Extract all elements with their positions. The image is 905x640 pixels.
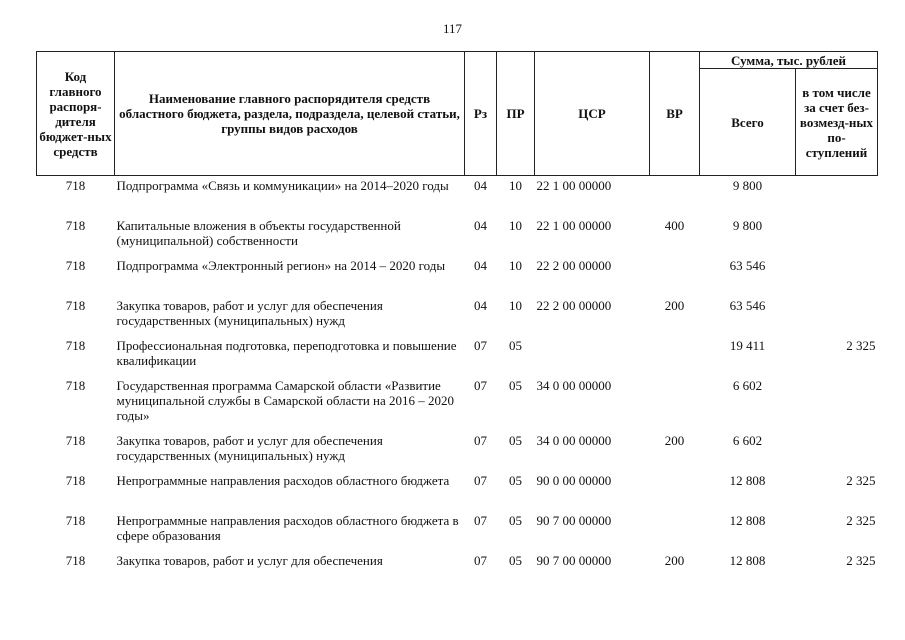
cell-csr bbox=[535, 338, 650, 378]
cell-grants bbox=[796, 258, 878, 298]
cell-vr bbox=[650, 258, 700, 298]
header-vr: ВР bbox=[650, 52, 700, 176]
cell-total: 9 800 bbox=[732, 218, 763, 233]
page-number: 117 bbox=[442, 21, 463, 36]
table-row bbox=[37, 218, 878, 258]
cell-code: 718 bbox=[65, 178, 86, 193]
cell-rz: 04 bbox=[474, 258, 487, 273]
cell-grants: 2 325 bbox=[846, 553, 876, 568]
cell-vr: 200 bbox=[664, 433, 685, 448]
cell-vr bbox=[650, 378, 700, 433]
cell-total: 19 411 bbox=[729, 338, 766, 353]
cell-rz: 04 bbox=[474, 298, 487, 313]
header-name: Наименование главного распорядителя средств областного бюджета, раздела, подраздела, целевой статьи, группы видов расходов bbox=[115, 52, 465, 176]
budget-table bbox=[36, 51, 878, 593]
header-rz: Рз bbox=[465, 52, 497, 176]
cell-pr: 10 bbox=[509, 258, 522, 273]
cell-total: 9 800 bbox=[732, 178, 763, 193]
cell-csr: 90 7 00 00000 bbox=[536, 513, 612, 528]
cell-vr: 200 bbox=[664, 553, 685, 568]
cell-code: 718 bbox=[65, 258, 86, 273]
header-csr: ЦСР bbox=[535, 52, 650, 176]
cell-total: 63 546 bbox=[729, 298, 766, 313]
cell-code: 718 bbox=[65, 473, 86, 488]
cell-csr: 22 1 00 00000 bbox=[536, 218, 612, 233]
cell-rz: 04 bbox=[474, 218, 487, 233]
table-row bbox=[37, 298, 878, 338]
cell-code: 718 bbox=[65, 378, 86, 393]
cell-total: 63 546 bbox=[729, 258, 766, 273]
cell-grants bbox=[796, 176, 878, 219]
cell-csr: 90 7 00 00000 bbox=[536, 553, 612, 568]
cell-name: Закупка товаров, работ и услуг для обеспечения bbox=[116, 553, 383, 568]
table-row bbox=[37, 258, 878, 298]
cell-total: 12 808 bbox=[729, 513, 766, 528]
cell-csr: 22 2 00 00000 bbox=[536, 298, 612, 313]
cell-code: 718 bbox=[65, 338, 86, 353]
cell-pr: 05 bbox=[509, 473, 522, 488]
cell-name: Подпрограмма «Связь и коммуникации» на 2014–2020 годы bbox=[116, 178, 449, 193]
cell-vr bbox=[650, 176, 700, 219]
cell-pr: 05 bbox=[509, 338, 522, 353]
cell-name: Непрограммные направления расходов областного бюджета bbox=[116, 473, 450, 488]
cell-name: Непрограммные направления расходов областного бюджета в сфере образования bbox=[116, 513, 459, 543]
header-pr: ПР bbox=[497, 52, 535, 176]
cell-vr bbox=[650, 338, 700, 378]
table-row bbox=[37, 176, 878, 219]
cell-rz: 07 bbox=[474, 553, 487, 568]
cell-code: 718 bbox=[65, 433, 86, 448]
cell-code: 718 bbox=[65, 553, 86, 568]
cell-rz: 07 bbox=[474, 473, 487, 488]
cell-grants bbox=[796, 433, 878, 473]
cell-pr: 10 bbox=[509, 218, 522, 233]
header-sum-group: Сумма, тыс. рублей bbox=[700, 52, 878, 69]
cell-csr: 90 0 00 00000 bbox=[536, 473, 612, 488]
table-row bbox=[37, 378, 878, 433]
cell-name: Подпрограмма «Электронный регион» на 2014 – 2020 годы bbox=[116, 258, 446, 273]
cell-grants: 2 325 bbox=[846, 338, 876, 353]
table-row bbox=[37, 338, 878, 378]
cell-grants bbox=[796, 298, 878, 338]
cell-vr: 400 bbox=[664, 218, 685, 233]
cell-total: 12 808 bbox=[729, 473, 766, 488]
cell-vr bbox=[650, 513, 700, 553]
cell-rz: 07 bbox=[474, 378, 487, 393]
cell-name: Государственная программа Самарской области «Развитие муниципальной службы в Самарской области на 2016 – 2020 годы» bbox=[116, 378, 455, 423]
cell-csr: 22 2 00 00000 bbox=[536, 258, 612, 273]
cell-csr: 34 0 00 00000 bbox=[536, 378, 612, 393]
header-grants: в том числе за счет без-возмезд-ных по-ступлений bbox=[796, 69, 878, 176]
cell-code: 718 bbox=[65, 513, 86, 528]
cell-pr: 05 bbox=[509, 433, 522, 448]
cell-rz: 04 bbox=[474, 178, 487, 193]
table-row bbox=[37, 513, 878, 553]
cell-pr: 05 bbox=[509, 553, 522, 568]
cell-grants bbox=[796, 378, 878, 433]
cell-total: 12 808 bbox=[729, 553, 766, 568]
cell-name: Закупка товаров, работ и услуг для обеспечения государственных (муниципальных) нужд bbox=[116, 298, 383, 328]
cell-grants bbox=[796, 218, 878, 258]
cell-csr: 22 1 00 00000 bbox=[536, 178, 612, 193]
cell-rz: 07 bbox=[474, 513, 487, 528]
cell-vr: 200 bbox=[664, 298, 685, 313]
cell-code: 718 bbox=[65, 218, 86, 233]
cell-total: 6 602 bbox=[732, 378, 763, 393]
table-row bbox=[37, 473, 878, 513]
cell-name: Профессиональная подготовка, переподготовка и повышение квалификации bbox=[116, 338, 457, 368]
cell-total: 6 602 bbox=[732, 433, 763, 448]
cell-pr: 05 bbox=[509, 378, 522, 393]
cell-rz: 07 bbox=[474, 338, 487, 353]
cell-grants: 2 325 bbox=[846, 473, 876, 488]
header-code: Код главного распоря-дителя бюджет-ных средств bbox=[37, 52, 115, 176]
cell-vr bbox=[650, 473, 700, 513]
cell-code: 718 bbox=[65, 298, 86, 313]
cell-name: Капитальные вложения в объекты государственной (муниципальной) собственности bbox=[116, 218, 401, 248]
cell-rz: 07 bbox=[474, 433, 487, 448]
cell-name: Закупка товаров, работ и услуг для обеспечения государственных (муниципальных) нужд bbox=[116, 433, 383, 463]
cell-pr: 05 bbox=[509, 513, 522, 528]
table-row bbox=[37, 553, 878, 593]
table-row bbox=[37, 433, 878, 473]
cell-csr: 34 0 00 00000 bbox=[536, 433, 612, 448]
cell-pr: 10 bbox=[509, 298, 522, 313]
cell-pr: 10 bbox=[509, 178, 522, 193]
header-total: Всего bbox=[700, 69, 796, 176]
cell-grants: 2 325 bbox=[846, 513, 876, 528]
